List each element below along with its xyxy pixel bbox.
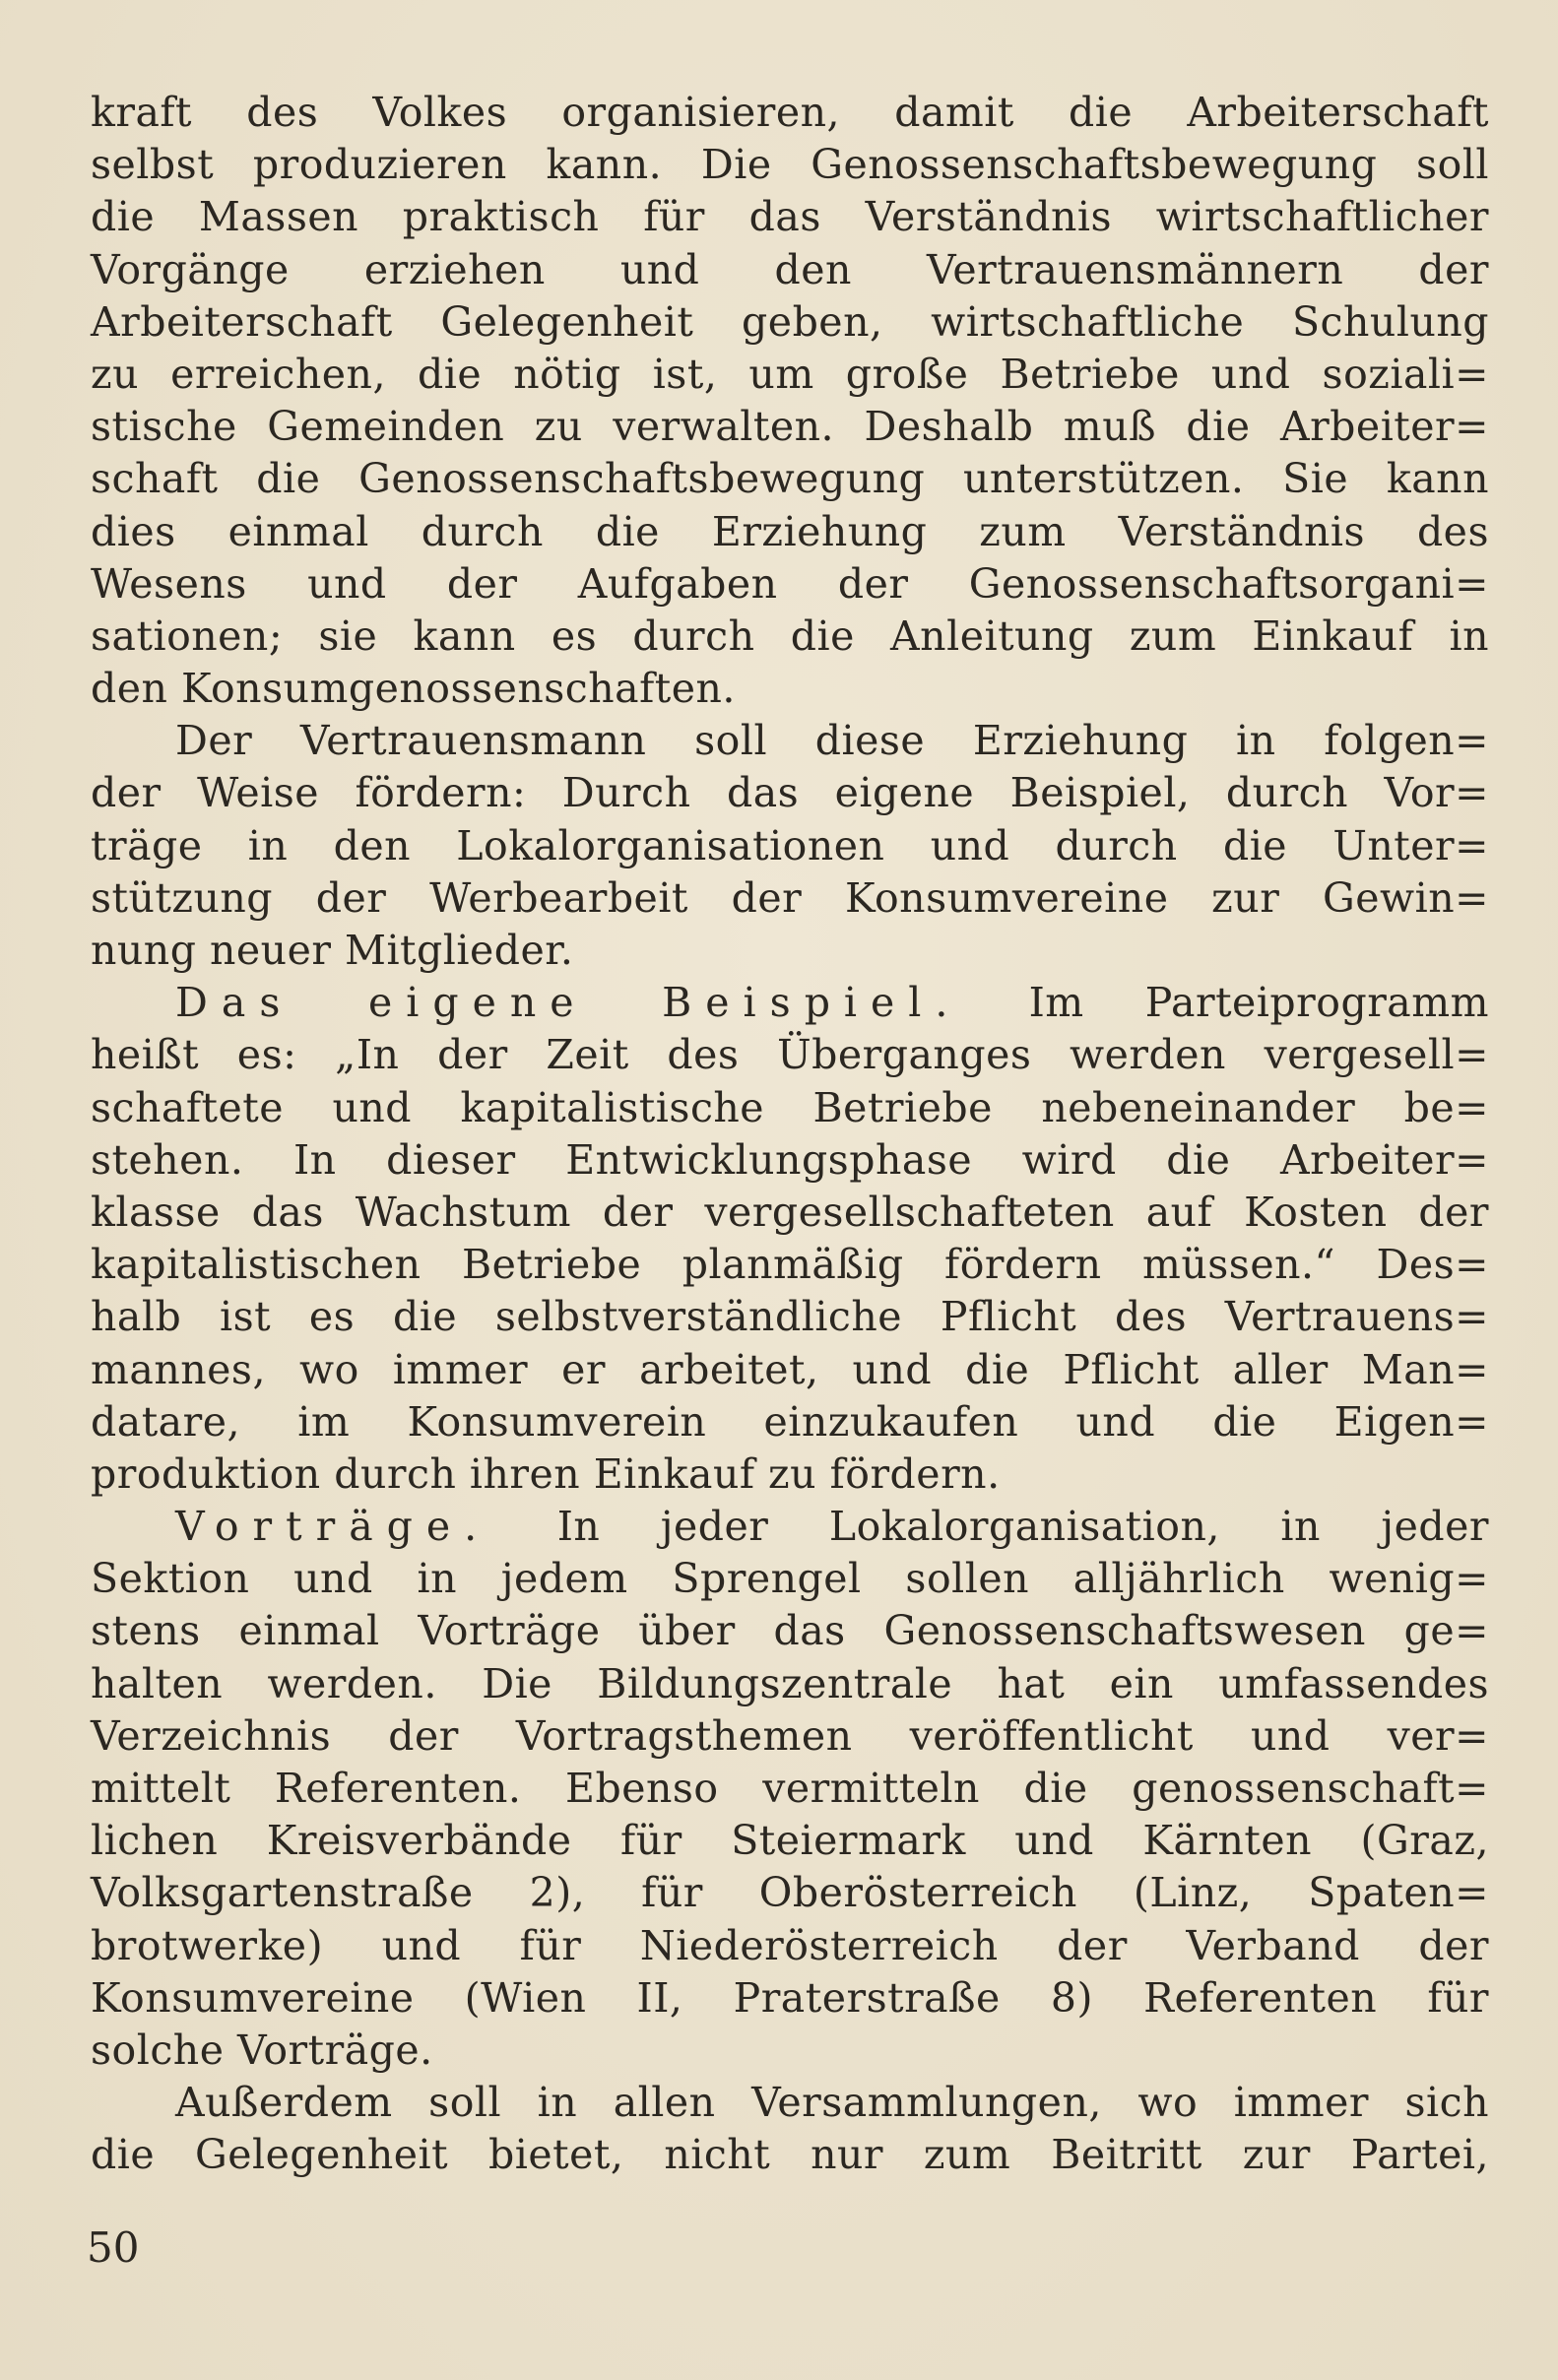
line-text: brotwerke) und für Niederösterreich der Verband der	[91, 1921, 1489, 1969]
line-text: Sektion und in jedem Sprengel sollen alljährlich wenig=	[91, 1555, 1489, 1603]
line-text: zu erreichen, die nötig ist, um große Betriebe und soziali=	[91, 350, 1489, 398]
line-text: Im Parteiprogramm	[1028, 979, 1489, 1027]
line-text: nung neuer Mitglieder.	[91, 927, 574, 974]
text-line	[91, 1291, 1489, 1343]
line-text: Vorgänge erziehen und den Vertrauensmännern der	[91, 245, 1489, 293]
text-line	[91, 1396, 1489, 1448]
line-text: In jeder Lokalorganisation, in jeder	[556, 1503, 1489, 1551]
line-text: die Gelegenheit bietet, nicht nur zum Beitritt zur Partei,	[91, 2131, 1489, 2179]
text-line	[91, 1658, 1489, 1710]
text-line	[91, 1448, 1489, 1501]
text-line	[91, 1605, 1489, 1657]
line-text: Der Vertrauensmann soll diese Erziehung in folgen=	[175, 717, 1489, 765]
line-text: heißt es: „In der Zeit des Überganges werden vergesell=	[91, 1031, 1489, 1079]
line-text: halb ist es die selbstverständliche Pflicht des Vertrauens=	[91, 1293, 1489, 1341]
text-line	[91, 767, 1489, 819]
line-text: selbst produzieren kann. Die Genossenschaftsbewegung soll	[91, 141, 1489, 189]
text-line	[91, 663, 1489, 715]
text-line	[91, 453, 1489, 505]
line-text: dies einmal durch die Erziehung zum Verständnis des	[91, 507, 1489, 555]
line-text: halten werden. Die Bildungszentrale hat ein umfassendes	[91, 1659, 1489, 1707]
text-line	[91, 1344, 1489, 1396]
text-line	[91, 1082, 1489, 1134]
line-text: datare, im Konsumverein einzukaufen und die Eigen=	[91, 1397, 1489, 1446]
text-line	[91, 2025, 1489, 2077]
text-line	[91, 820, 1489, 872]
text-line	[91, 1867, 1489, 1919]
line-text: Konsumvereine (Wien II, Praterstraße 8) Referenten für	[91, 1973, 1489, 2022]
line-text: kraft des Volkes organisieren, damit die Arbeiterschaft	[91, 89, 1489, 136]
text-line	[91, 139, 1489, 191]
line-text: schaft die Genossenschaftsbewegung unterstützen. Sie kann	[91, 455, 1489, 503]
text-line	[91, 715, 1489, 767]
line-text: den Konsumgenossenschaften.	[91, 665, 736, 713]
text-line	[91, 977, 1489, 1029]
text-line	[91, 1763, 1489, 1815]
line-text: mannes, wo immer er arbeitet, und die Pflicht aller Man=	[91, 1345, 1489, 1393]
line-text: solche Vorträge.	[91, 2026, 433, 2074]
text-line	[91, 296, 1489, 349]
line-text: schaftete und kapitalistische Betriebe nebeneinander be=	[91, 1083, 1489, 1131]
line-text: produktion durch ihren Einkauf zu fördern.	[91, 1449, 1001, 1498]
line-text: Arbeiterschaft Gelegenheit geben, wirtschaftliche Schulung	[91, 297, 1489, 346]
text-line	[91, 191, 1489, 243]
line-text: stehen. In dieser Entwicklungsphase wird die Arbeiter=	[91, 1135, 1489, 1184]
line-text: stens einmal Vorträge über das Genossenschaftswesen ge=	[91, 1607, 1489, 1655]
line-text: klasse das Wachstum der vergesellschafteten auf Kosten der	[91, 1188, 1489, 1236]
text-line	[91, 401, 1489, 453]
page-number: 50	[87, 2223, 140, 2272]
text-line	[91, 506, 1489, 558]
text-line	[91, 1815, 1489, 1867]
text-line	[91, 872, 1489, 925]
line-text: Wesens und der Aufgaben der Genossenschaftsorgani=	[91, 559, 1489, 608]
line-text: kapitalistischen Betriebe planmäßig fördern müssen.“ Des=	[91, 1241, 1489, 1289]
text-line	[91, 611, 1489, 663]
text-line	[91, 244, 1489, 296]
text-line	[91, 1920, 1489, 1972]
text-line	[91, 1029, 1489, 1081]
text-line	[91, 1134, 1489, 1187]
text-line	[91, 87, 1489, 139]
text-line	[91, 1553, 1489, 1605]
text-line	[91, 1710, 1489, 1763]
text-line	[91, 558, 1489, 611]
line-text: Volksgartenstraße 2), für Oberösterreich (Linz, Spaten=	[91, 1869, 1489, 1917]
text-line	[91, 1501, 1489, 1553]
line-text: die Massen praktisch für das Verständnis wirtschaftlicher	[91, 193, 1489, 241]
section-heading: Vorträge.	[175, 1503, 491, 1551]
line-text: mittelt Referenten. Ebenso vermitteln die genossenschaft=	[91, 1765, 1489, 1812]
page-body-text	[91, 87, 1489, 2182]
line-text: stische Gemeinden zu verwalten. Deshalb muß die Arbeiter=	[91, 403, 1489, 451]
text-line	[91, 925, 1489, 977]
line-text: lichen Kreisverbände für Steiermark und Kärnten (Graz,	[91, 1817, 1489, 1865]
text-line	[91, 2077, 1489, 2129]
line-text: der Weise fördern: Durch das eigene Beispiel, durch Vor=	[91, 769, 1489, 817]
line-text: träge in den Lokalorganisationen und durch die Unter=	[91, 821, 1489, 869]
line-text: Verzeichnis der Vortragsthemen veröffentlicht und ver=	[91, 1711, 1489, 1760]
text-line	[91, 1187, 1489, 1239]
text-line	[91, 1239, 1489, 1291]
text-line	[91, 2129, 1489, 2181]
line-text: sationen; sie kann es durch die Anleitung zum Einkauf in	[91, 611, 1489, 660]
text-line	[91, 349, 1489, 401]
section-heading: Das eigene Beispiel.	[175, 979, 962, 1027]
line-text: stützung der Werbearbeit der Konsumvereine zur Gewin=	[91, 873, 1489, 922]
text-line	[91, 1972, 1489, 2025]
line-text: Außerdem soll in allen Versammlungen, wo immer sich	[175, 2079, 1489, 2127]
